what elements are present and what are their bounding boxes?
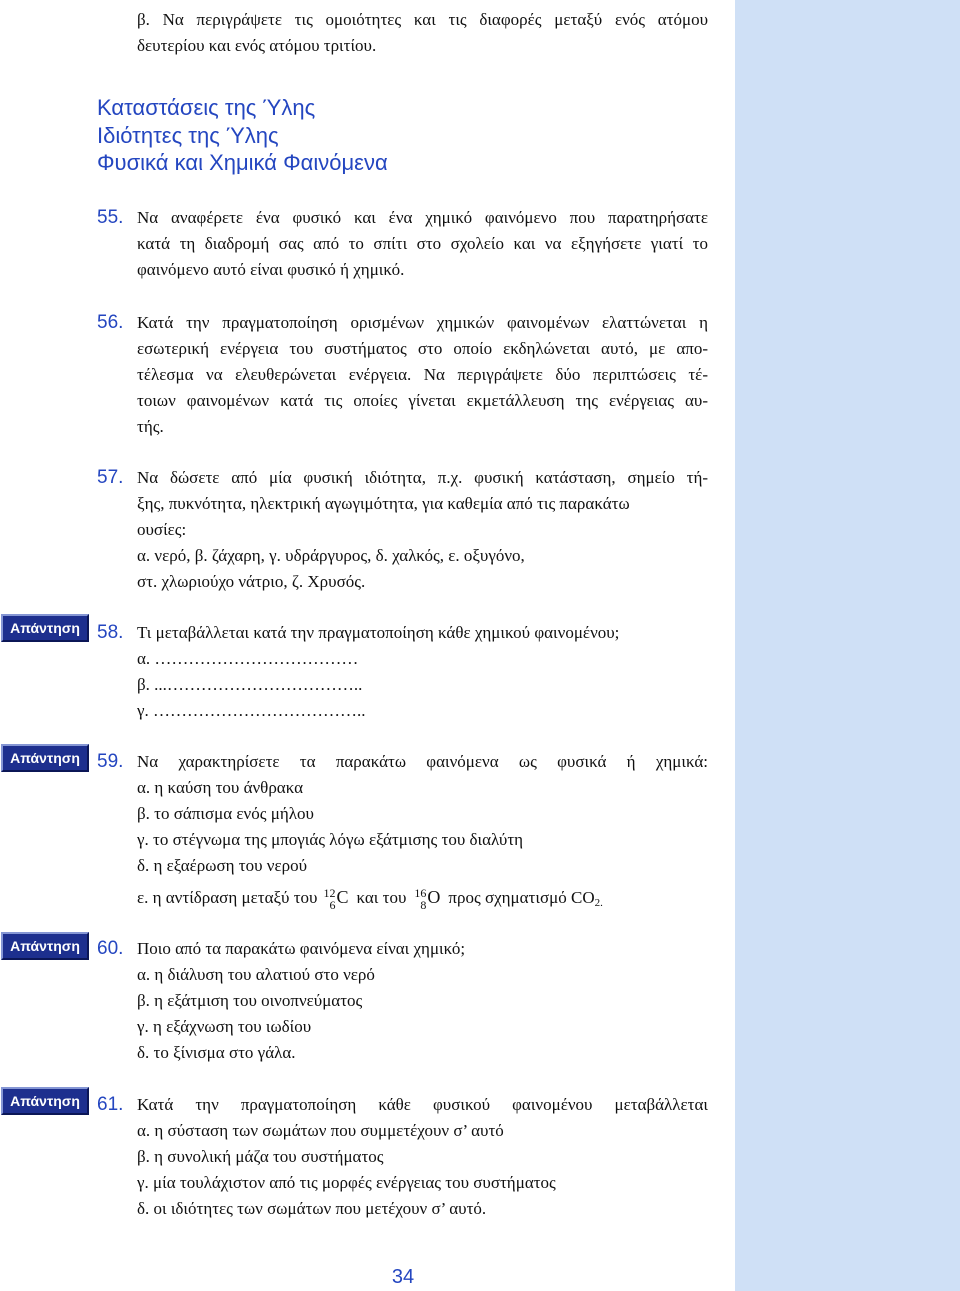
page-number: 34 [391, 1266, 415, 1288]
side-panel [735, 0, 960, 1291]
question-number: 60. [97, 938, 124, 959]
answer-option: β. το σάπισμα ενός μήλου [137, 804, 314, 823]
question-text-line: Ποιο από τα παρακάτω φαινόμενα είναι χημικό; [137, 939, 466, 958]
question-body [137, 1092, 708, 1222]
answer-option: α. η καύση του άνθρακα [137, 778, 304, 797]
question-text-line: ξης, πυκνότητα, ηλεκτρική αγωγιμότητα, για καθεμία από τις παρακάτω [137, 494, 630, 513]
question-text-line: Να δώσετε από μία φυσική ιδιότητα, π.χ. φυσική κατάσταση, σημείο τή- [137, 468, 708, 487]
question-text-line: Τι μεταβάλλεται κατά την πραγματοποίηση κάθε χημικού φαινομένου; [137, 623, 620, 642]
question-text-line: δευτερίου και ενός ατόμου τριτίου. [137, 36, 377, 55]
formula-subscript: 2. [594, 897, 603, 909]
question-number: 55. [97, 207, 124, 228]
answer-blank-line: γ. ……………………………….. [137, 701, 366, 720]
question-text-line: Κατά την πραγματοποίηση κάθε φυσικού φαινομένου μεταβάλλεται [137, 1095, 708, 1114]
answer-option-isotope-reaction [137, 879, 708, 915]
atomic-number: 8 [420, 898, 427, 913]
question-text-line: Κατά την πραγματοποίηση ορισμένων χημικών φαινομένων ελαττώνεται η [137, 313, 708, 332]
substance-list-line: α. νερό, β. ζάχαρη, γ. υδράργυρος, δ. χαλκός, ε. οξυγόνο, [137, 546, 525, 565]
answer-option: β. η συνολική μάζα του συστήματος [137, 1147, 384, 1166]
answer-blank-line: β. ...…………………………….. [137, 675, 363, 694]
option-text: προς σχηματισμό CO [448, 888, 595, 907]
question-body [137, 205, 708, 283]
question-body [137, 310, 708, 440]
section-heading-line: Φυσικά και Χημικά Φαινόμενα [97, 150, 388, 175]
answer-option: α. η σύσταση των σωμάτων που συμμετέχουν σ’ αυτό [137, 1121, 504, 1140]
question-number: 58. [97, 622, 124, 643]
answer-option: γ. το στέγνωμα της μπογιάς λόγω εξάτμισης του διαλύτη [137, 830, 524, 849]
nuclide-notation [323, 887, 335, 911]
question-body [137, 936, 708, 1066]
question-body [137, 465, 708, 595]
question-text-line: Να χαρακτηρίσετε τα παρακάτω φαινόμενα ως φυσικά ή χημικά: [137, 752, 708, 771]
section-heading-line: Καταστάσεις της Ύλης [97, 95, 316, 120]
question-body [137, 749, 708, 915]
element-symbol: O [427, 887, 441, 907]
mass-number: 16 [414, 886, 427, 901]
question-number: 56. [97, 312, 124, 333]
answer-button-61[interactable]: Απάντηση [1, 1087, 89, 1115]
answer-option: δ. η εξαέρωση του νερού [137, 856, 307, 875]
answer-blank-line: α. ……………………………… [137, 649, 359, 668]
option-text: και του [356, 888, 407, 907]
answer-option: γ. η εξάχνωση του ιωδίου [137, 1017, 312, 1036]
question-text-line: Να αναφέρετε ένα φυσικό και ένα χημικό φαινόμενο που παρατηρήσατε [137, 208, 708, 227]
answer-button-60[interactable]: Απάντηση [1, 932, 89, 960]
question-body [137, 620, 708, 724]
section-heading [97, 94, 388, 177]
question-number: 61. [97, 1094, 124, 1115]
question-text-line: τοιων φαινομένων κατά τις οποίες γίνεται εκμετάλλευση της ενέργειας αυ- [137, 391, 708, 410]
element-symbol: C [336, 887, 349, 907]
question-text-line: β. Να περιγράψετε τις ομοιότητες και τις διαφορές μεταξύ ενός ατόμου [137, 10, 708, 29]
question-number: 57. [97, 467, 124, 488]
answer-option: δ. το ξίνισμα στο γάλα. [137, 1043, 296, 1062]
section-heading-line: Ιδιότητες της Ύλης [97, 122, 279, 148]
intro-question [137, 7, 708, 59]
question-number: 59. [97, 751, 124, 772]
question-text-line: φαινόμενο αυτό είναι φυσικό ή χημικό. [137, 260, 405, 279]
option-text: ε. η αντίδραση μεταξύ του [137, 888, 318, 907]
mass-number: 12 [323, 886, 336, 901]
answer-option: β. η εξάτμιση του οινοπνεύματος [137, 991, 363, 1010]
question-text-line: τής. [137, 417, 164, 436]
answer-button-58[interactable]: Απάντηση [1, 614, 89, 642]
question-text-line: κατά τη διαδρομή σας από το σπίτι στο σχολείο και να εξηγήσετε γιατί το [137, 234, 708, 253]
answer-option: α. η διάλυση του αλατιού στο νερό [137, 965, 375, 984]
substance-list-line: στ. χλωριούχο νάτριο, ζ. Χρυσός. [137, 572, 366, 591]
nuclide-notation [414, 887, 426, 911]
question-text-line: τέλεσμα να ελευθερώνεται ενέργεια. Να περιγράψετε δύο περιπτώσεις τέ- [137, 365, 708, 384]
atomic-number: 6 [329, 898, 336, 913]
answer-button-59[interactable]: Απάντηση [1, 744, 89, 772]
question-text-line: εσωτερική ενέργεια του συστήματος στο οποίο εκδηλώνεται αυτό, με απο- [137, 339, 708, 358]
question-text-line: ουσίες: [137, 520, 187, 539]
answer-option: γ. μία τουλάχιστον από τις μορφές ενέργειας του συστήματος [137, 1173, 556, 1192]
answer-option: δ. οι ιδιότητες των σωμάτων που μετέχουν σ’ αυτό. [137, 1199, 487, 1218]
